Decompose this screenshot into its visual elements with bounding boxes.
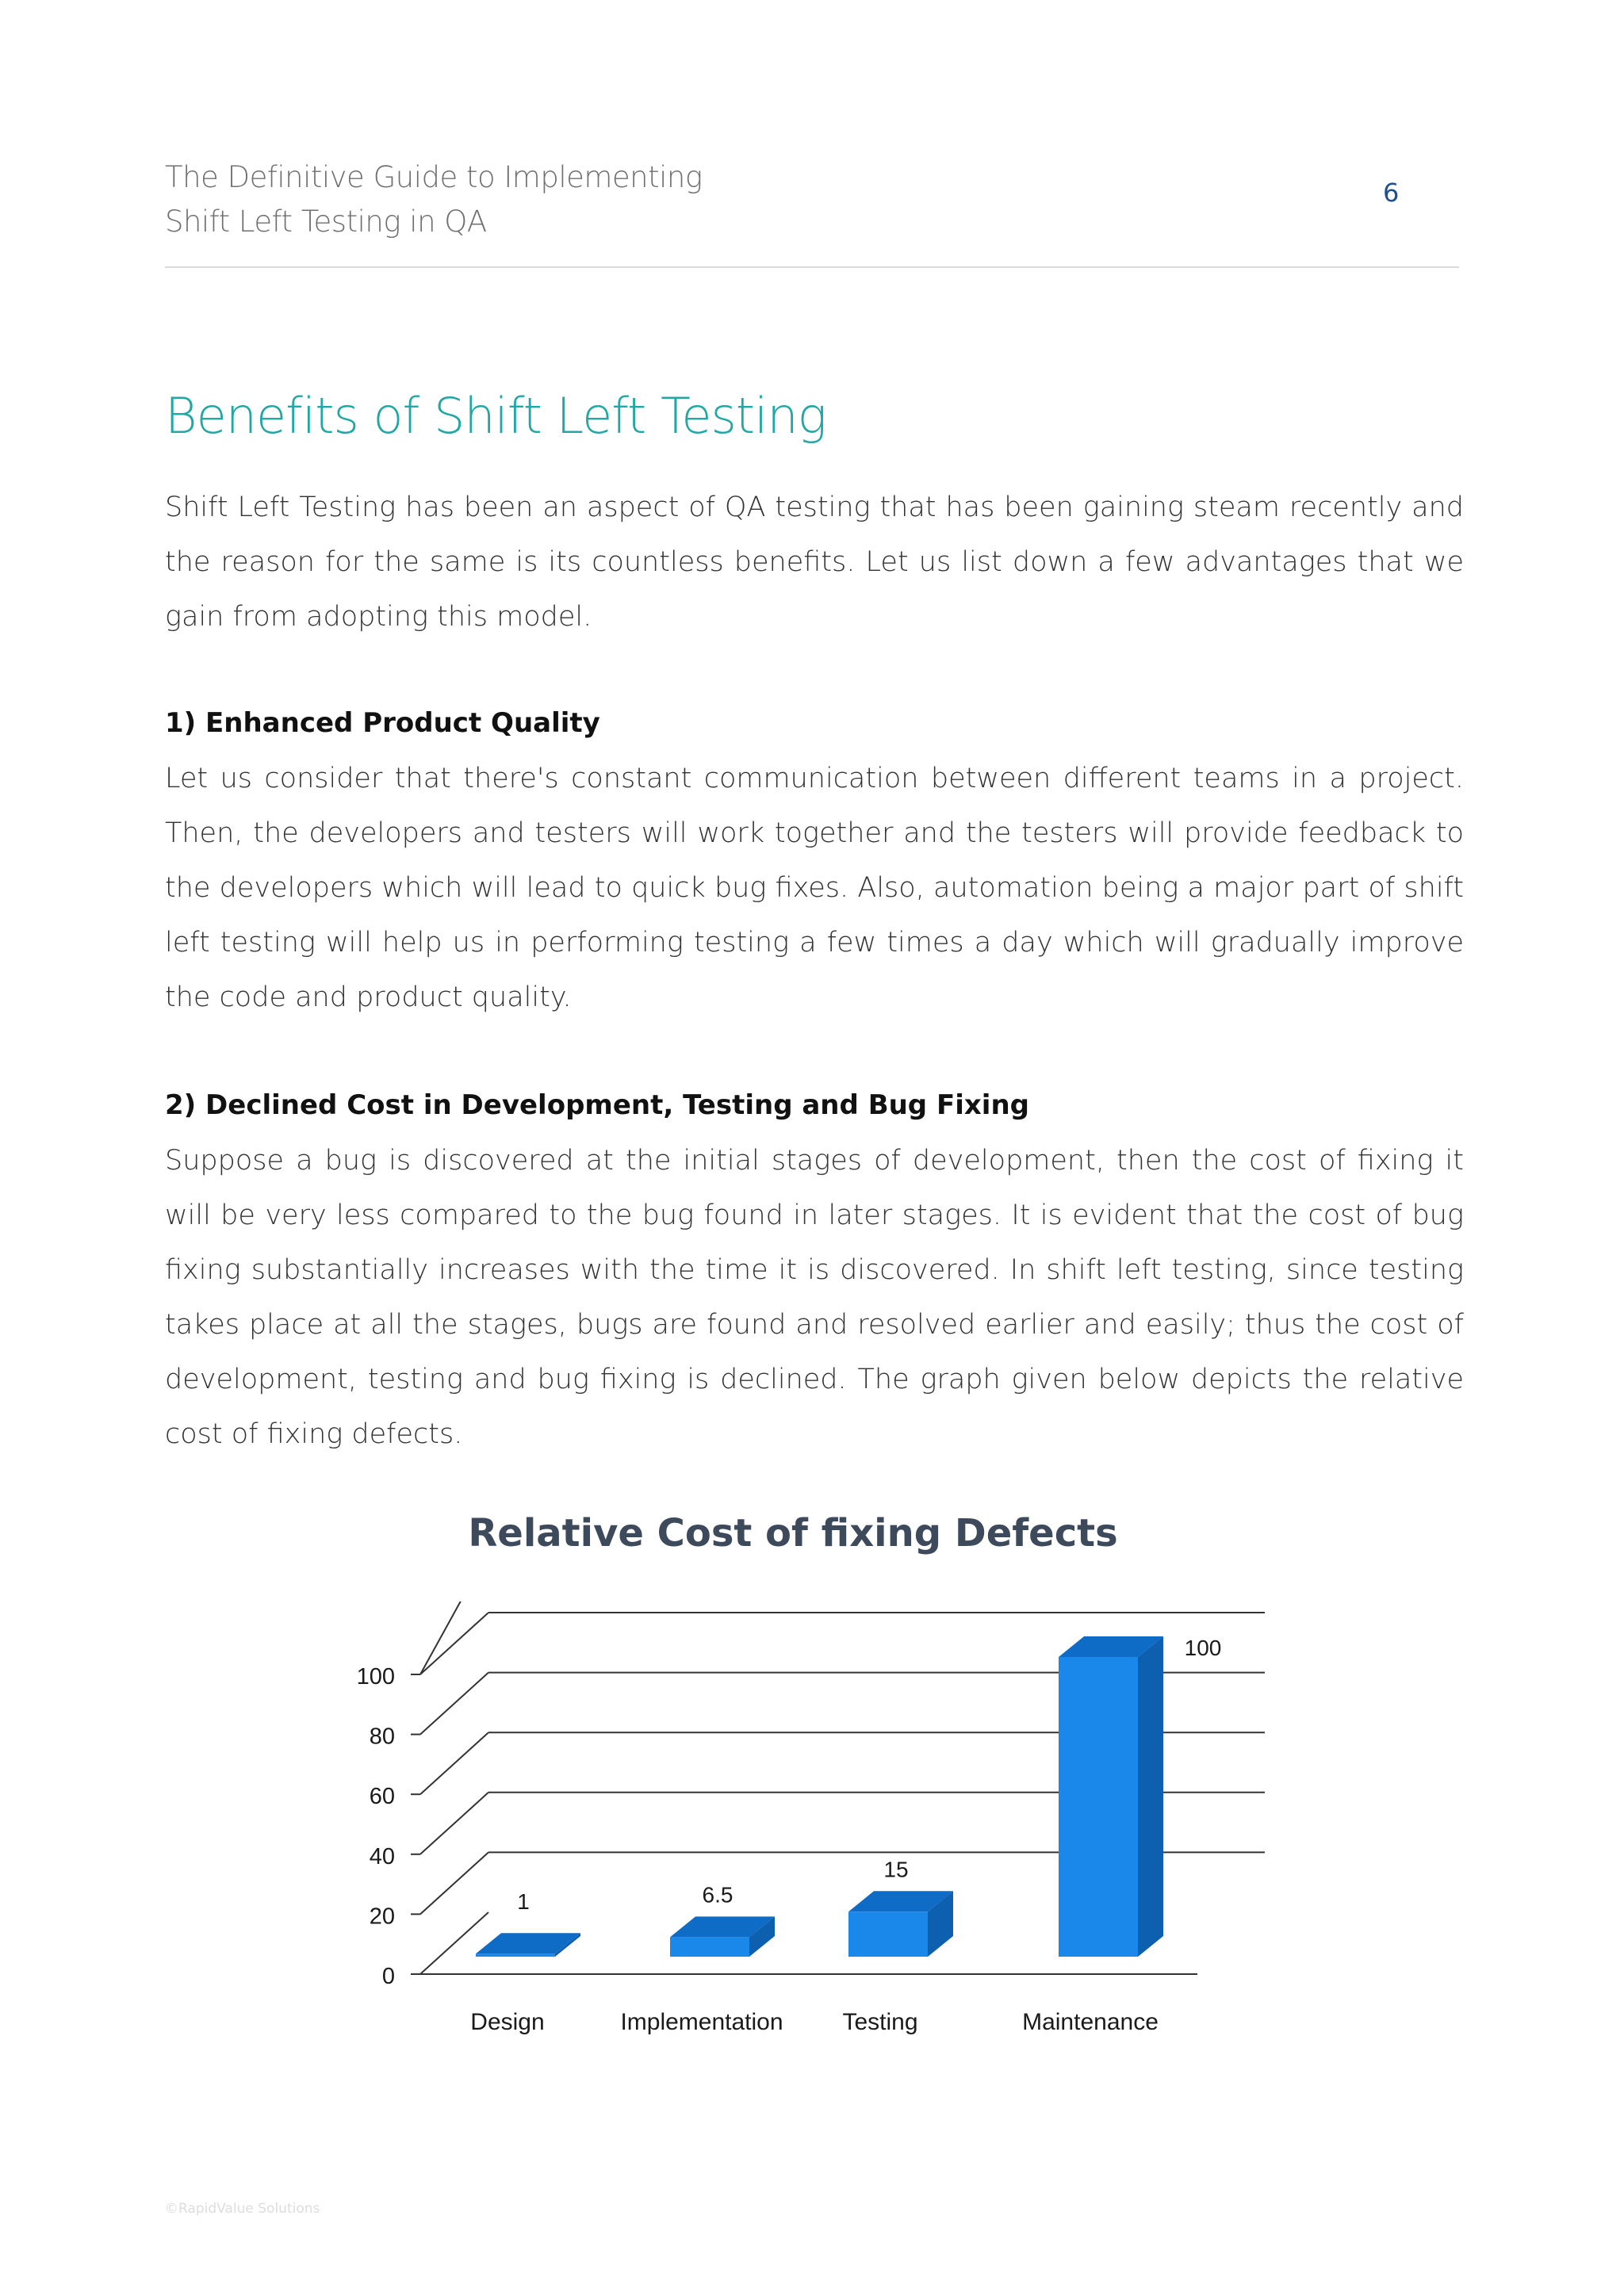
y-tick-label: 20 [369,1904,395,1930]
gridline-diagonal [420,1673,488,1735]
y-tick-label: 60 [369,1784,395,1810]
y-tick-label: 100 [356,1664,395,1689]
y-tick-label: 0 [381,1964,395,1989]
document-title-line-2: Shift Left Testing in QA [165,205,487,239]
gridline-diagonal [420,1793,488,1854]
x-category-label: Testing [842,2009,918,2035]
point-1-body: Let us consider that there's constant communication between different teams in a project. Then, the developers and testers will work together and the testers will provide feedback to the developers which will lead to quick bug fixes. Also, automation being a major part of shift left testing will help us in performing testing a few times a day which will gradually improve the code and product quality. [165,763,1464,1013]
gridline-diagonal [420,1912,488,1974]
document-title [165,155,879,244]
gridline-diagonal [420,1613,488,1674]
intro-paragraph: Shift Left Testing has been an aspect of QA testing that has been gaining steam recently and the reason for the same is its countless benefits. Let us list down a few advantages that we gain from adopting this model. [165,492,1464,633]
x-category-label: Design [470,2009,545,2035]
y-tick-label: 40 [369,1843,395,1869]
relative-cost-chart [317,1601,1316,2061]
document-title-line-1: The Definitive Guide to Implementing [165,160,703,194]
point-2-heading: 2) Declined Cost in Development, Testing and Bug Fixing [165,1089,1029,1121]
section-title: Benefits of Shift Left Testing [165,387,826,445]
bar-top [476,1933,580,1954]
bar-value-label: 100 [1184,1636,1222,1660]
page-number: 6 [1383,178,1400,208]
bar-front [476,1954,555,1957]
bar-side [1138,1636,1163,1957]
gridline-diagonal-top [420,1601,488,1674]
bar-front [670,1937,749,1957]
bar-value-label: 6.5 [702,1882,733,1908]
bar-front [848,1911,928,1957]
bar-value-label: 15 [883,1857,909,1882]
bar-value-label: 1 [517,1889,530,1915]
x-category-label: Implementation [620,2009,783,2035]
bar-front [1059,1657,1138,1957]
chart-title: Relative Cost of fixing Defects [468,1511,1118,1556]
point-2-body: Suppose a bug is discovered at the initial stages of development, then the cost of fixing it will be very less compared to the bug found in later stages. It is evident that the cost of bug fixing substantially increases with the time it is discovered. In shift left testing, since testing takes place at all the stages, bugs are found and resolved earlier and easily; thus the cost of development, testing and bug fixing is declined. The graph given below depicts the relative cost of fixing defects. [165,1145,1464,1450]
header-divider [165,266,1459,268]
gridline-diagonal [420,1852,488,1914]
y-tick-label: 80 [369,1724,395,1750]
gridline-diagonal [420,1732,488,1794]
x-category-label: Maintenance [1022,2009,1159,2035]
footer-copyright: ©RapidValue Solutions [165,2201,320,2217]
point-1-heading: 1) Enhanced Product Quality [165,707,600,739]
